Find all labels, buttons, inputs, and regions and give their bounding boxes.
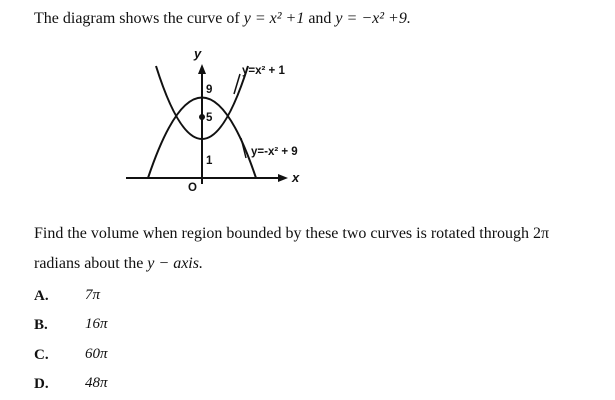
task-axis: y − axis.	[147, 255, 203, 272]
y-axis-arrow	[198, 64, 206, 74]
task-line-1: Find the volume when region bounded by these two curves is rotated through 2π	[34, 225, 550, 242]
option-letter: B.	[34, 317, 48, 333]
y-axis-label: y	[194, 46, 202, 61]
option-value: 48π	[85, 375, 108, 391]
option-letter: A.	[34, 288, 49, 304]
curve2-equation: y = −x² +9.	[335, 10, 411, 27]
task-line2-prefix: radians about the	[34, 255, 144, 272]
task-line-2	[34, 255, 203, 273]
option-value: 60π	[85, 346, 108, 362]
label-9: 9	[206, 84, 213, 96]
label-1: 1	[206, 155, 213, 167]
curve1-label: y=x² + 1	[242, 65, 285, 77]
label-5: 5	[206, 112, 213, 124]
curves-diagram	[118, 42, 348, 192]
origin-label: O	[188, 182, 197, 192]
option-letter: C.	[34, 347, 49, 363]
option-c[interactable]	[34, 346, 154, 364]
x-axis-label: x	[292, 170, 300, 185]
option-letter: D.	[34, 376, 49, 392]
option-d[interactable]	[34, 375, 154, 393]
option-a[interactable]	[34, 287, 154, 305]
x-axis-arrow	[278, 174, 288, 182]
option-value: 16π	[85, 316, 108, 332]
intersection-point	[199, 114, 205, 120]
question-intro	[34, 10, 411, 28]
option-value: 7π	[85, 287, 101, 303]
curve1-equation: y = x² +1	[243, 10, 305, 27]
curve2-label: y=-x² + 9	[251, 146, 298, 158]
intro-prefix: The diagram shows the curve of	[34, 10, 240, 27]
option-b[interactable]	[34, 316, 154, 334]
intro-and: and	[308, 10, 332, 27]
